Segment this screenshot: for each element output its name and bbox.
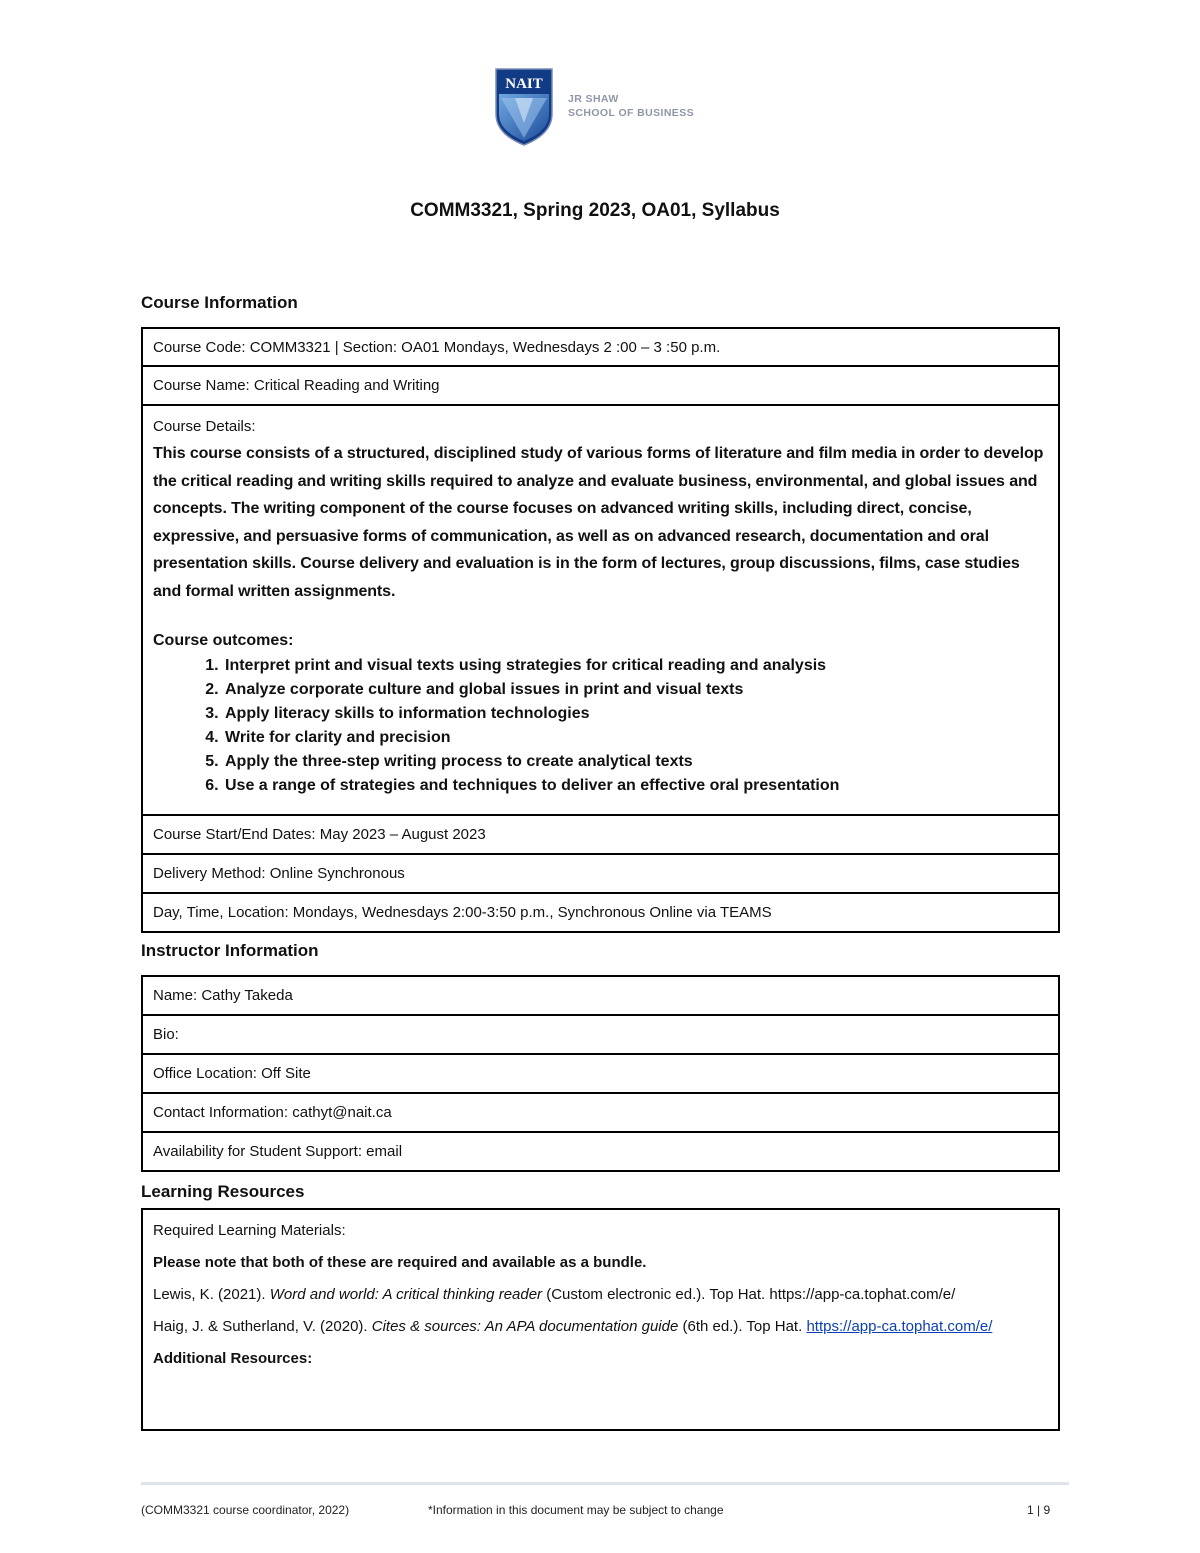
reference-haig: [153, 1314, 1048, 1340]
course-code-section: Course Code: COMM3321 | Section: OA01 Mondays, Wednesdays 2 :00 – 3 :50 p.m.: [142, 328, 1059, 366]
reference-lewis-suffix: (Custom electronic ed.). Top Hat. https://app-ca.tophat.com/e/: [542, 1286, 956, 1303]
instructor-information-heading: Instructor Information: [141, 941, 319, 960]
footer-disclaimer: *Information in this document may be subject to change: [428, 1503, 724, 1517]
list-item: 4. Write for clarity and precision: [223, 726, 1048, 750]
footer-divider: [141, 1482, 1069, 1485]
course-details-cell: [142, 405, 1059, 815]
nait-shield-icon: [495, 68, 553, 146]
course-outcomes-list: [153, 654, 1048, 798]
bundle-note: Please note that both of these are required and available as a bundle.: [153, 1254, 647, 1271]
footer-attribution: (COMM3321 course coordinator, 2022): [141, 1503, 350, 1517]
list-item: 5. Apply the three-step writing process to create analytical texts: [223, 750, 1048, 774]
course-details-label: Course Details:: [153, 418, 256, 435]
list-item: 1. Interpret print and visual texts using strategies for critical reading and analysis: [223, 654, 1048, 678]
tophat-link[interactable]: https://app-ca.tophat.com/e/: [806, 1318, 993, 1335]
school-name-line1: JR SHAW: [568, 93, 619, 105]
course-outcomes-label: Course outcomes:: [153, 631, 294, 649]
office-location: Office Location: Off Site: [142, 1054, 1059, 1093]
page-number: 1 | 9: [1027, 1503, 1051, 1517]
course-dates: Course Start/End Dates: May 2023 – August 2023: [142, 815, 1059, 854]
day-time-location: Day, Time, Location: Mondays, Wednesdays 2:00-3:50 p.m., Synchronous Online via TEAMS: [142, 893, 1059, 932]
reference-haig-prefix: Haig, J. & Sutherland, V. (2020).: [153, 1318, 372, 1335]
reference-haig-middle: (6th ed.). Top Hat.: [678, 1318, 807, 1335]
reference-lewis: [153, 1282, 1048, 1308]
reference-haig-title: Cites & sources: An APA documentation guide: [371, 1318, 679, 1335]
learning-resources-table: [141, 1208, 1060, 1431]
reference-lewis-prefix: Lewis, K. (2021).: [153, 1286, 270, 1303]
list-item: 6. Use a range of strategies and techniques to deliver an effective oral presentation: [223, 774, 1048, 798]
delivery-method: Delivery Method: Online Synchronous: [142, 854, 1059, 893]
course-details-body: This course consists of a structured, disciplined study of various forms of literature and film media in order to develop the critical reading and writing skills required to analyze and evaluate business, environmental, and global issues and concepts. The writing component of the course focuses on advanced writing skills, including direct, concise, expressive, and persuasive forms of communication, as well as on advanced research, documentation and oral presentation skills. Course delivery and evaluation is in the form of lectures, group discussions, films, case studies and formal written assignments.: [153, 445, 1044, 600]
reference-lewis-title: Word and world: A critical thinking reader: [269, 1286, 543, 1303]
instructor-name: Name: Cathy Takeda: [142, 976, 1059, 1015]
instructor-bio: Bio:: [142, 1015, 1059, 1054]
school-logo: [487, 60, 707, 152]
required-materials-label: Required Learning Materials:: [153, 1222, 346, 1239]
instructor-information-table: [141, 975, 1060, 1172]
course-name: Course Name: Critical Reading and Writing: [142, 366, 1059, 405]
course-information-heading: Course Information: [141, 293, 298, 312]
school-name: [568, 92, 694, 120]
additional-resources-label: Additional Resources:: [153, 1350, 313, 1367]
nait-badge-text: NAIT: [505, 76, 543, 92]
availability: Availability for Student Support: email: [142, 1132, 1059, 1171]
document-title: COMM3321, Spring 2023, OA01, Syllabus: [410, 200, 780, 221]
course-information-table: [141, 327, 1060, 933]
learning-resources-cell: [142, 1209, 1059, 1430]
list-item: 3. Apply literacy skills to information technologies: [223, 702, 1048, 726]
learning-resources-heading: Learning Resources: [141, 1182, 305, 1201]
contact-information: Contact Information: cathyt@nait.ca: [142, 1093, 1059, 1132]
school-name-line2: SCHOOL OF BUSINESS: [568, 107, 695, 119]
list-item: 2. Analyze corporate culture and global issues in print and visual texts: [223, 678, 1048, 702]
